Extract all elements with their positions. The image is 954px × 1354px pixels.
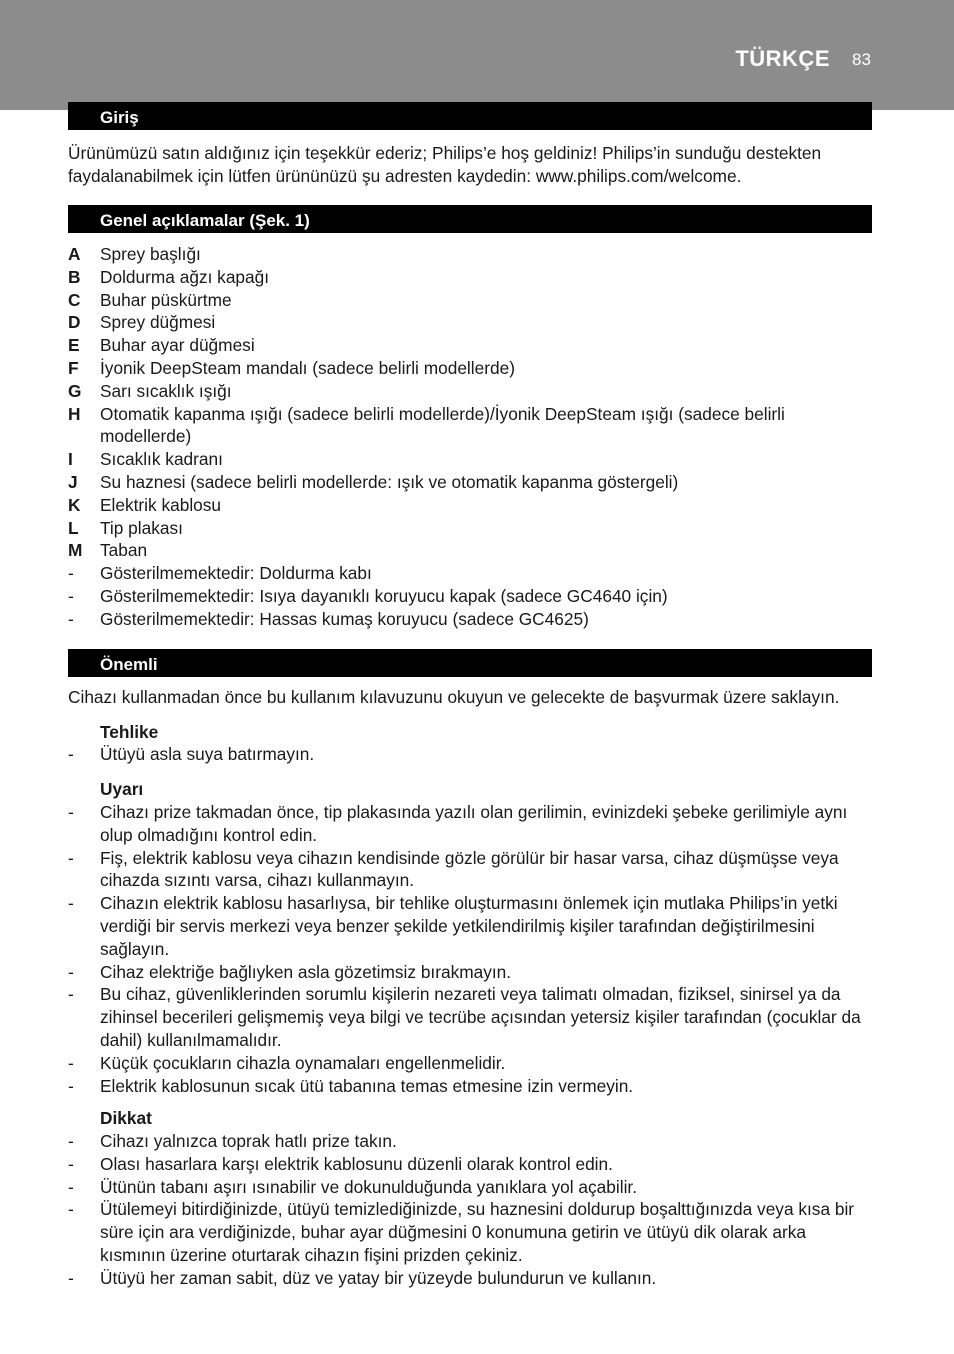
section-title-important: Önemli bbox=[100, 655, 158, 674]
item-text: Fiş, elektrik kablosu veya cihazın kendisinde gözle görülür bir hasar varsa, cihaz düşmüşse veya cihazda sızıntı varsa, cihazı kullanmayın. bbox=[100, 847, 839, 891]
item-marker: - bbox=[68, 893, 74, 914]
list-item bbox=[68, 1153, 868, 1176]
list-item bbox=[68, 743, 868, 766]
page-number: 83 bbox=[852, 50, 871, 69]
list-item bbox=[68, 448, 868, 471]
item-marker: - bbox=[68, 1075, 74, 1096]
list-item bbox=[68, 380, 868, 403]
item-marker: D bbox=[68, 312, 81, 333]
list-item bbox=[68, 311, 868, 334]
item-text: Tip plakası bbox=[100, 517, 183, 538]
item-text: Taban bbox=[100, 540, 148, 561]
list-item bbox=[68, 585, 868, 608]
item-text: Cihazın elektrik kablosu hasarlıysa, bir tehlike oluşturmasını önlemek için mutlaka Philips’in yetki verdiği bir servis merkezi veya benzer şekilde yetkilendirilmiş kişiler tarafından değiştirilmesini sağlayın. bbox=[100, 893, 838, 959]
list-item bbox=[68, 801, 868, 847]
parts-list bbox=[68, 243, 868, 631]
section-bar-important bbox=[68, 649, 872, 677]
item-text: İyonik DeepSteam mandalı (sadece belirli modellerde) bbox=[100, 357, 515, 378]
list-item bbox=[68, 403, 868, 449]
list-item bbox=[68, 494, 868, 517]
danger-heading: Tehlike bbox=[100, 722, 159, 742]
caution-heading: Dikkat bbox=[100, 1108, 152, 1128]
item-marker: L bbox=[68, 517, 79, 538]
list-item bbox=[68, 266, 868, 289]
item-text: Cihazı yalnızca toprak hatlı prize takın. bbox=[100, 1131, 397, 1151]
item-text: Elektrik kablosu bbox=[100, 494, 222, 515]
item-marker: - bbox=[68, 1052, 74, 1073]
item-text: Buhar ayar düğmesi bbox=[100, 335, 255, 356]
item-text: Olası hasarlara karşı elektrik kablosunu düzenli olarak kontrol edin. bbox=[100, 1153, 613, 1174]
item-text: Gösterilmemektedir: Isıya dayanıklı koruyucu kapak (sadece GC4640 için) bbox=[100, 585, 668, 606]
item-text: Gösterilmemektedir: Doldurma kabı bbox=[100, 563, 372, 584]
item-marker: - bbox=[68, 1176, 74, 1197]
list-item bbox=[68, 243, 868, 266]
item-text: Su haznesi (sadece belirli modellerde: ışık ve otomatik kapanma göstergeli) bbox=[100, 471, 679, 492]
list-item bbox=[68, 608, 868, 631]
item-marker: B bbox=[68, 266, 81, 287]
item-text: Otomatik kapanma ışığı (sadece belirli modellerde)/İyonik DeepSteam ışığı (sadece belirli modellerde) bbox=[100, 403, 785, 447]
item-marker: G bbox=[68, 380, 82, 401]
warning-heading: Uyarı bbox=[100, 779, 144, 799]
item-marker: - bbox=[68, 1153, 74, 1174]
item-text: Gösterilmemektedir: Hassas kumaş koruyucu (sadece GC4625) bbox=[100, 608, 589, 629]
list-item bbox=[68, 1176, 868, 1199]
list-item bbox=[68, 517, 868, 540]
item-marker: F bbox=[68, 357, 79, 378]
item-marker: J bbox=[68, 471, 78, 492]
item-text: Ütülemeyi bitirdiğinizde, ütüyü temizlediğinizde, su haznesini doldurup boşalttığınızda veya kısa bir süre için ara verdiğinizde, buhar ayar düğmesini 0 konumuna getirin ve ütüyü dik olarak arka kısmının üzerine oturtarak cihazın fişini prizden çekiniz. bbox=[100, 1199, 855, 1265]
section-title-intro: Giriş bbox=[100, 108, 139, 127]
item-text: Bu cihaz, güvenliklerinden sorumlu kişilerin nezareti veya talimatı olmadan, fiziksel, sinirsel ya da zihinsel becerileri gelişmemiş veya bilgi ve tecrübe açısından yetersiz kişiler tarafından (çocuklar da dahil) kullanılmamalıdır. bbox=[100, 984, 861, 1050]
item-text: Sıcaklık kadranı bbox=[100, 449, 223, 470]
item-marker: K bbox=[68, 494, 81, 515]
list-item bbox=[68, 961, 868, 984]
item-marker: - bbox=[68, 961, 74, 982]
item-text: Ütüyü her zaman sabit, düz ve yatay bir yüzeyde bulundurun ve kullanın. bbox=[100, 1267, 657, 1288]
item-marker: - bbox=[68, 984, 74, 1005]
item-text: Elektrik kablosunun sıcak ütü tabanına temas etmesine izin vermeyin. bbox=[100, 1075, 634, 1096]
list-item bbox=[68, 1052, 868, 1075]
intro-paragraph: Ürünümüzü satın aldığınız için teşekkür ederiz; Philips’e hoş geldiniz! Philips’in sunduğu destekten faydalanabilmek için lütfen ürününüzü şu adresten kaydedin: www.philips.com/welcome. bbox=[68, 143, 822, 186]
item-text: Sprey düğmesi bbox=[100, 312, 216, 333]
list-item bbox=[68, 847, 868, 893]
item-text: Ütüyü asla suya batırmayın. bbox=[100, 744, 315, 764]
item-text: Cihazı prize takmadan önce, tip plakasında yazılı olan gerilimin, evinizdeki şebeke gerilimiyle aynı olup olmadığını kontrol edin. bbox=[100, 802, 848, 845]
item-marker: A bbox=[68, 244, 81, 264]
header-band bbox=[0, 0, 954, 110]
item-text: Küçük çocukların cihazla oynamaları engellenmelidir. bbox=[100, 1052, 506, 1073]
list-item bbox=[68, 1130, 868, 1153]
list-item bbox=[68, 1267, 868, 1290]
item-text: Sarı sıcaklık ışığı bbox=[100, 380, 232, 401]
item-marker: - bbox=[68, 585, 74, 606]
item-text: Cihaz elektriğe bağlıyken asla gözetimsiz bırakmayın. bbox=[100, 961, 512, 982]
language-label: TÜRKÇE bbox=[735, 46, 830, 71]
list-item bbox=[68, 983, 868, 1051]
item-marker: I bbox=[68, 449, 73, 470]
item-text: Ütünün tabanı aşırı ısınabilir ve dokunulduğunda yanıklara yol açabilir. bbox=[100, 1176, 638, 1197]
item-marker: - bbox=[68, 1199, 74, 1220]
item-marker: M bbox=[68, 540, 83, 561]
list-item bbox=[68, 1198, 868, 1266]
section-title-general: Genel açıklamalar (Şek. 1) bbox=[100, 211, 310, 230]
item-text: Sprey başlığı bbox=[100, 244, 201, 264]
item-marker: E bbox=[68, 335, 80, 356]
warning-list bbox=[68, 801, 868, 1097]
item-marker: H bbox=[68, 403, 81, 424]
item-marker: - bbox=[68, 802, 74, 822]
important-paragraph: Cihazı kullanmadan önce bu kullanım kılavuzunu okuyun ve gelecekte de başvurmak üzere saklayın. bbox=[68, 687, 840, 707]
list-item bbox=[68, 334, 868, 357]
item-marker: - bbox=[68, 1267, 74, 1288]
list-item bbox=[68, 1075, 868, 1098]
item-marker: - bbox=[68, 563, 74, 584]
item-text: Doldurma ağzı kapağı bbox=[100, 266, 270, 287]
item-text: Buhar püskürtme bbox=[100, 289, 232, 310]
list-item bbox=[68, 892, 868, 960]
list-item bbox=[68, 471, 868, 494]
danger-list bbox=[68, 743, 868, 766]
list-item bbox=[68, 289, 868, 312]
list-item bbox=[68, 357, 868, 380]
item-marker: - bbox=[68, 847, 74, 868]
item-marker: - bbox=[68, 744, 74, 764]
list-item bbox=[68, 562, 868, 585]
item-marker: - bbox=[68, 608, 74, 629]
caution-list bbox=[68, 1130, 868, 1290]
section-bar-intro bbox=[68, 102, 872, 130]
item-marker: - bbox=[68, 1131, 74, 1151]
list-item bbox=[68, 539, 868, 562]
section-bar-general bbox=[68, 205, 872, 233]
item-marker: C bbox=[68, 289, 81, 310]
